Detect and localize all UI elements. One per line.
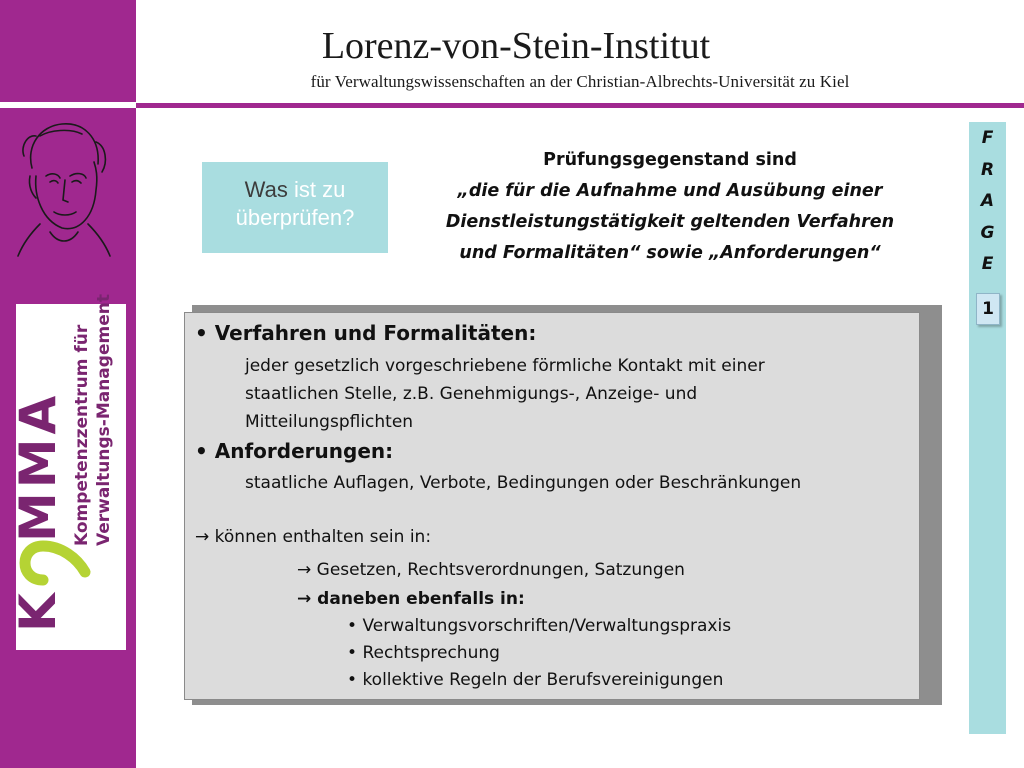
verfahren-text-line1: jeder gesetzlich vorgeschriebene förmliche Kontakt mit einer bbox=[245, 356, 765, 376]
bullet-verfahren bbox=[195, 321, 536, 345]
frage-letter-r: R bbox=[980, 160, 995, 180]
arrow-right-icon: → bbox=[297, 589, 312, 609]
bullet-icon: • bbox=[347, 616, 358, 636]
bullet-anforderungen bbox=[195, 439, 393, 463]
heading-quote-line3: und Formalitäten“ sowie „Anforderungen“ bbox=[459, 243, 881, 263]
heading-title: Prüfungsgegenstand sind bbox=[543, 150, 797, 170]
portrait-sketch-image bbox=[10, 116, 116, 256]
question-box bbox=[202, 162, 388, 253]
logo-text-line2: Verwaltungs-Management bbox=[94, 294, 114, 546]
verfahren-text-line3: Mitteilungspflichten bbox=[245, 412, 414, 432]
sub-bullet-verwaltungsvorschriften bbox=[347, 616, 731, 636]
question-text-part2: ist zu bbox=[293, 177, 346, 202]
heading-quote-line2: Dienstleistungstätigkeit geltenden Verfahren bbox=[445, 212, 895, 232]
frage-strip bbox=[969, 122, 1006, 734]
bullet-icon: • bbox=[195, 321, 208, 345]
left-bar-divider bbox=[0, 102, 136, 108]
content-box bbox=[184, 312, 920, 700]
verfahren-text-line2: staatlichen Stelle, z.B. Genehmigungs-, Anzeige- und bbox=[245, 384, 698, 404]
heading-quote-line1: „die für die Aufnahme und Ausübung einer bbox=[457, 181, 883, 201]
bullet-icon: • bbox=[195, 439, 208, 463]
frage-letter-f: F bbox=[981, 128, 994, 148]
bullet-anforderungen-title: Anforderungen: bbox=[214, 439, 394, 463]
logo-text-line1: Kompetenzzentrum für bbox=[72, 324, 92, 546]
sub-bullet-kollektive-regeln bbox=[347, 670, 723, 690]
frage-letter-g: G bbox=[980, 223, 995, 243]
heading-block bbox=[420, 145, 920, 269]
arrow-item-daneben-text: daneben ebenfalls in: bbox=[317, 589, 525, 609]
arrow-right-icon: → bbox=[297, 560, 312, 580]
arrow-item-gesetzen bbox=[297, 560, 685, 580]
page-subtitle: für Verwaltungswissenschaften an der Christian-Albrechts-Universität zu Kiel bbox=[310, 72, 850, 91]
arrow-right-icon: → bbox=[195, 527, 210, 547]
question-text-part3: überprüfen? bbox=[235, 205, 355, 230]
komma-logo-graphic bbox=[9, 294, 126, 650]
arrow-item-gesetzen-text: Gesetzen, Rechtsverordnungen, Satzungen bbox=[316, 560, 685, 580]
sub-bullet-text: Verwaltungsvorschriften/Verwaltungspraxis bbox=[362, 616, 732, 636]
arrow-item-enthalten bbox=[195, 527, 431, 547]
bullet-verfahren-title: Verfahren und Formalitäten: bbox=[214, 321, 537, 345]
svg-text:MMA: MMA bbox=[9, 391, 67, 542]
svg-text:K: K bbox=[9, 593, 67, 632]
page-title: Lorenz-von-Stein-Institut bbox=[321, 25, 711, 67]
bullet-icon: • bbox=[347, 643, 358, 663]
bullet-icon: • bbox=[347, 670, 358, 690]
sub-bullet-text: Rechtsprechung bbox=[362, 643, 500, 663]
komma-logo bbox=[9, 294, 126, 650]
question-number-badge: 1 bbox=[976, 293, 1000, 325]
question-text-part1: Was bbox=[244, 177, 288, 202]
sub-bullet-rechtsprechung bbox=[347, 643, 500, 663]
header-divider-line bbox=[136, 103, 1024, 108]
sub-bullet-text: kollektive Regeln der Berufsvereinigungen bbox=[362, 670, 724, 690]
frage-letter-a: A bbox=[980, 191, 995, 211]
arrow-item-daneben bbox=[297, 589, 525, 609]
frage-letter-e: E bbox=[981, 254, 994, 274]
anforderungen-text: staatliche Auflagen, Verbote, Bedingungen oder Beschränkungen bbox=[245, 473, 802, 493]
arrow-item-enthalten-text: können enthalten sein in: bbox=[214, 527, 432, 547]
